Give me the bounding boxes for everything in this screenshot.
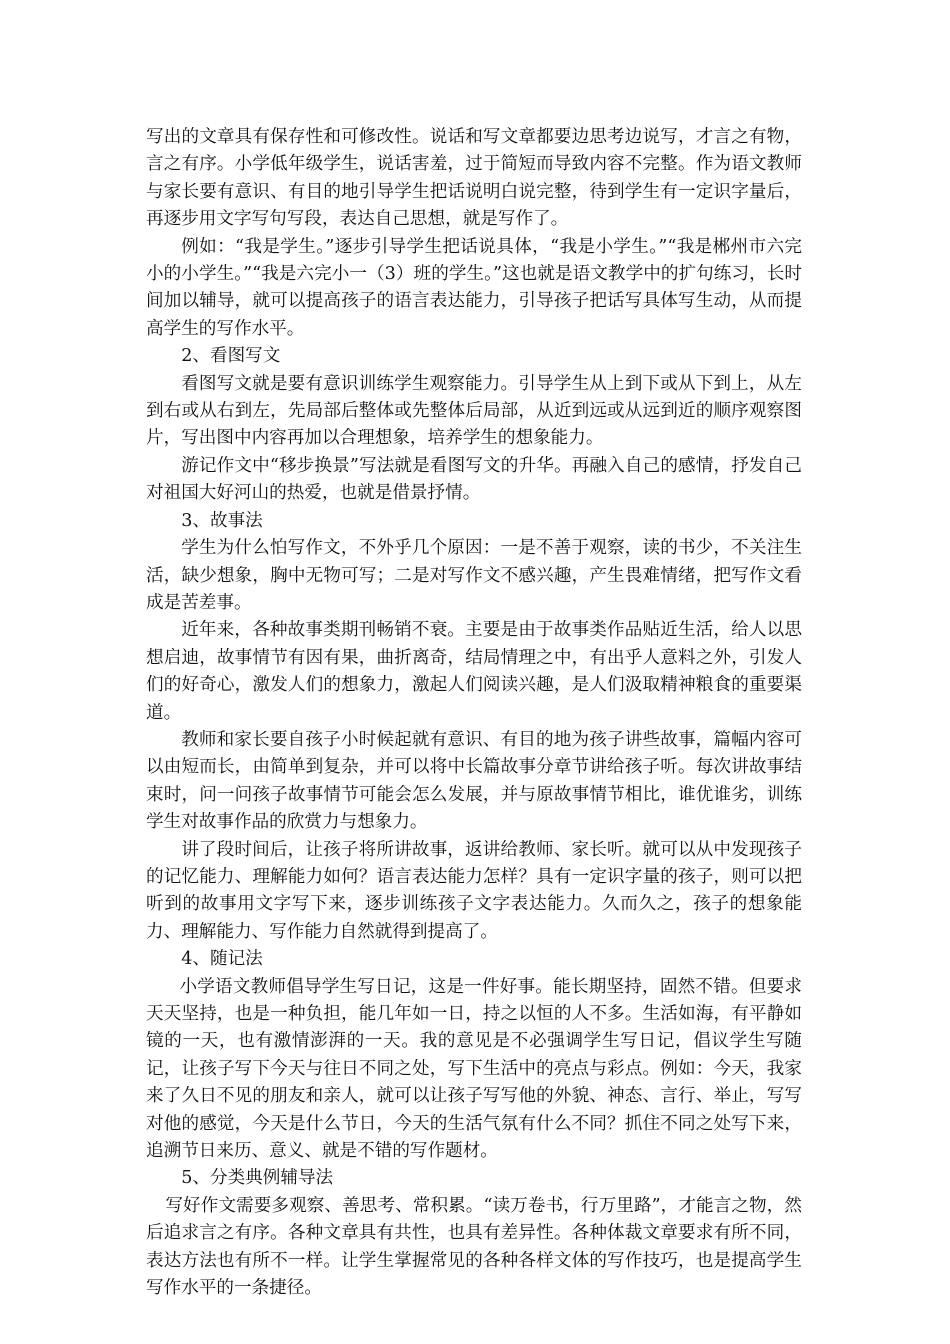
paragraph-writing-skills: 写好作文需要多观察、善思考、常积累。“读万卷书，行万里路”，才能言之物，然后追求言之有序。各种文章具有共性，也具有差异性。各种体裁文章要求有所不同，表达方法也有所不一样。让学生掌握常见的各种各样文体的写作技巧，也是提高学生写作水平的一条捷径。: [146, 1195, 802, 1299]
section-heading-picture-writing: 2、看图写文: [181, 346, 281, 367]
paragraph-story-periodicals: 近年来，各种故事类期刊畅销不衰。主要是由于故事类作品贴近生活，给人以思想启迪，故事情节有因有果，曲折离奇，结局情理之中，有出乎人意料之外，引发人们的好奇心，激发人们的想象力，激起人们阅读兴趣，是人们汲取精神粮食的重要渠道。: [146, 620, 802, 723]
paragraph-daily-journal: 小学语文教师倡导学生写日记，这是一件好事。能长期坚持，固然不错。但要求天天坚持，也是一种负担，能几年如一日，持之以恒的人不多。生活如海，有平静如镜的一天，也有激情澎湃的一天。我的意见是不必强调学生写日记，倡议学生写随记，让孩子写下今天与往日不同之处，写下生活中的亮点与彩点。例如：今天，我家来了久日不见的朋友和亲人，就可以让孩子写写他的外貌、神态、言行、举止，写写对他的感觉，今天是什么节日，今天的生活气氛有什么不同？抓住不同之处写下来，追溯节日来历、意义、就是不错的写作题材。: [146, 976, 802, 1162]
paragraph-writing-preservation: 写出的文章具有保存性和可修改性。说话和写文章都要边思考边说写，才言之有物，言之有序。小学低年级学生，说话害羞，过于简短而导致内容不完整。作为语文教师与家长要有意识、有目的地引导学生把话说明白说完整，待到学生有一定识字量后，再逐步用文字写句写段，表达自己思想，就是写作了。: [146, 127, 802, 230]
section-heading-classified-examples: 5、分类典例辅导法: [181, 1168, 334, 1189]
section-heading-journal-method: 4、随记法: [181, 949, 263, 970]
paragraph-retelling-stories: 讲了段时间后，让孩子将所讲故事，返讲给教师、家长听。就可以从中发现孩子的记忆能力、理解能力如何？语言表达能力怎样？具有一定识字量的孩子，则可以把听到的故事用文字写下来，逐步训练孩子文字表达能力。久而久之，孩子的想象能力、理解能力、写作能力自然就得到提高了。: [146, 839, 802, 942]
section-heading-story-method: 3、故事法: [181, 510, 263, 531]
paragraph-travel-writing: 游记作文中“移步换景”写法就是看图写文的升华。再融入自己的感情，抒发自己对祖国大好河山的热爱，也就是借景抒情。: [146, 455, 802, 504]
document-body: [146, 124, 802, 1302]
paragraph-fear-of-writing: 学生为什么怕写作文，不外乎几个原因：一是不善于观察，读的书少，不关注生活，缺少想象，胸中无物可写；二是对写作文不感兴趣，产生畏难情绪，把写作文看成是苦差事。: [146, 538, 802, 613]
paragraph-picture-observation: 看图写文就是要有意识训练学生观察能力。引导学生从上到下或从下到上，从左到右或从右到左，先局部后整体或先整体后局部，从近到远或从远到近的顺序观察图片，写出图中内容再加以合理想象，培养学生的想象能力。: [146, 373, 802, 449]
paragraph-telling-stories: 教师和家长要自孩子小时候起就有意识、有目的地为孩子讲些故事，篇幅内容可以由短而长，由简单到复杂，并可以将中长篇故事分章节讲给孩子听。每次讲故事结束时，问一问孩子故事情节可能会怎么发展，并与原故事情节相比，谁优谁劣，训练学生对故事作品的欣赏力与想象力。: [146, 729, 802, 833]
paragraph-sentence-expansion-example: 例如：“我是学生。”逐步引导学生把话说具体，“我是小学生。”“我是郴州市六完小的小学生。”“我是六完小一（3）班的学生。”这也就是语文教学中的扩句练习，长时间加以辅导，就可以提高孩子的语言表达能力，引导孩子把话写具体写生动，从而提高学生的写作水平。: [146, 236, 802, 339]
